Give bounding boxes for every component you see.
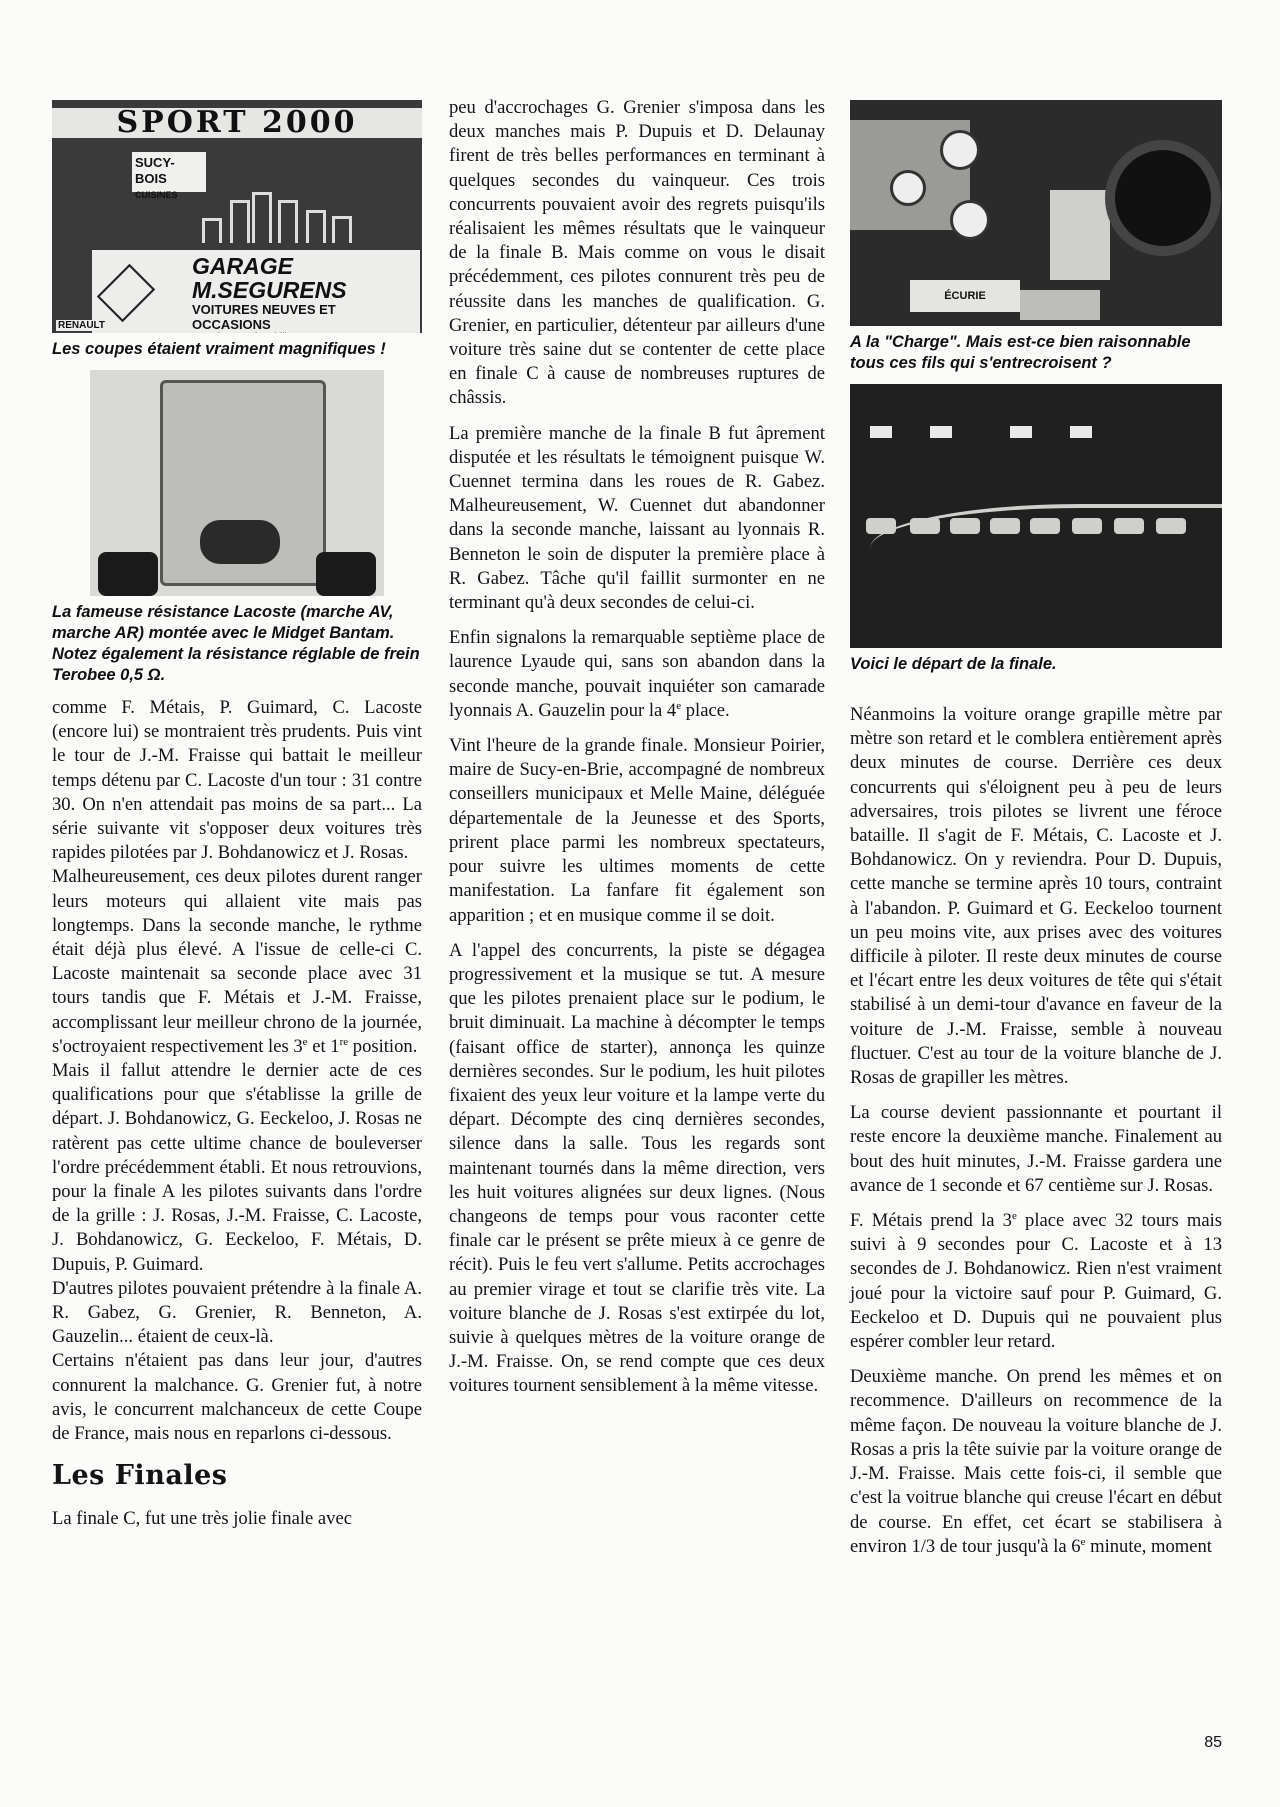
light [870,426,892,438]
light [1010,426,1032,438]
charger-box [1020,290,1100,320]
trophy [230,200,250,243]
paragraph: La finale C, fut une très jolie finale avec [52,1508,352,1530]
rc-car [910,518,940,534]
motor [200,520,280,564]
paragraph: D'autres pilotes pouvaient prétendre à la finale A. R. Gabez, G. Grenier, R. Benneton, A. Gauzelin... étaient de ceux-là. [52,1277,422,1348]
photo-chargers [850,100,1222,326]
trophy [278,200,298,243]
rc-car [1114,518,1144,534]
caption-trophies: Les coupes étaient vraiment magnifiques ! [52,340,386,358]
caption-race-start: Voici le départ de la finale. [850,655,1057,673]
paragraph: peu d'accrochages G. Grenier s'imposa dans les deux manches mais P. Dupuis et D. Delaunay firent de très belles performances en terminant à quelques secondes du vainqueur. Ces trois concurrents pouvaient avoir des regrets puisqu'ils réalisaient les mêmes résultats que le vainqueur de la finale B. Mais comme on vous le disait précédemment, ces pilotes connurent très peu de réussite dans les manches de qualification. G. Grenier, en particulier, détenteur par ailleurs d'une voiture très saine dut se contenter de cette place en finale C à cause de nombreuses ruptures de châssis. [449,97,825,409]
wheel [98,552,158,596]
rc-car [990,518,1020,534]
photo-race-start [850,384,1222,648]
clock-icon [940,130,980,170]
paragraph: La course devient passionnante et pourtant il reste encore la deuxième manche. Finalement au bout des huit minutes, J.-M. Fraisse gardera une avance de 1 seconde et 67 centième sur J. Rosas. [850,1102,1222,1196]
photo-car-chassis [90,370,384,596]
renault-label: RENAULT [58,320,106,331]
rc-car [1072,518,1102,534]
column-middle [449,96,825,1410]
paragraph: Enfin signalons la remarquable septième place de laurence Lyaude qui, sans son abandon dans la seconde manche, pouvait inquiéter son camarade lyonnais A. Gauzelin pour la 4e place. [449,627,825,721]
paragraph: Néanmoins la voiture orange grapille mètre par mètre son retard et le comblera entièrement après deux minutes de course. Derrière ces deux concurrents qui s'éloignent peu à peu de leurs adversaires, trois pilotes se livrent une féroce bataille. Il s'agit de F. Métais, C. Lacoste et J. Bohdanowicz. On y reviendra. Pour D. Dupuis, cette manche se termine après 10 tours, contraint à l'abandon. P. Guimard et G. Eeckeloo tournent un peu moins vite, aux prises avec des voitures difficile à piloter. Il reste deux minutes de course et l'écart entre les deux voitures de tête qui s'était stabilisé à un demi-tour d'avance en faveur de la voiture de J.-M. Fraisse, semble à nouveau fluctuer. C'est au tour de la voiture blanche de J. Rosas de grapiller les mètres. [850,704,1222,1089]
paragraph: Deuxième manche. On prend les mêmes et on recommence. D'ailleurs on recommence de la même façon. De nouveau la voiture blanche de J. Rosas a pris la tête suivie par la voiture orange de J.-M. Fraisse. Mais cette fois-ci, il semble que c'est la voitrue blanche qui creuse l'écart en début de course. En effet, cet écart se stabilisera à environ 1/3 de tour jusqu'à la 6e minute, moment [850,1366,1222,1557]
paragraph: F. Métais prend la 3e place avec 32 tours mais suivi à 9 secondes pour C. Lacoste et à 13 secondes de J. Bohdanowicz. Rien n'est vraiment joué pour la victoire sauf pour P. Guimard, G. Eeckeloo et D. Dupuis qui ne pouvaient plus espérer combler leur retard. [850,1209,1222,1353]
paragraph: Vint l'heure de la grande finale. Monsieur Poirier, maire de Sucy-en-Brie, accompagné de nombreux conseillers municipaux et Melle Maine, déléguée départementale de la Jeunesse et des Sports, prirent place parmi les nombreux spectateurs, pour suivre les ultimes moments de cette manifestation. La fanfare fit également son apparition ; et en musique comme il se doit. [449,735,825,926]
trophy [332,216,352,243]
trophy [252,192,272,243]
track-edge [870,504,1222,578]
banner-sport-2000: SPORT 2000 [52,108,422,138]
section-heading: Les Finales [52,1460,228,1492]
trophy [202,218,222,243]
clock-icon [950,200,990,240]
rc-car [1156,518,1186,534]
caption-chargers: A la "Charge". Mais est-ce bien raisonnable tous ces fils qui s'entrecroisent ? [850,333,1191,372]
paragraph: comme F. Métais, P. Guimard, C. Lacoste (encore lui) se montraient très prudents. Puis vint le tour de J.-M. Fraisse qui battait le meilleur temps détenu par C. Lacoste d'un tour : 31 contre 30. On n'en attendait pas moins de sa part... La série suivante vit s'opposer deux voitures très rapides pilotées par J. Bohdanowicz et J. Rosas. [52,697,422,864]
photo-trophies [52,100,422,333]
paragraph: Mais il fallut attendre le dernier acte de ces qualifications pour que s'établisse la grille de départ. J. Bohdanowicz, G. Eeckeloo, J. Rosas ne ratèrent pas cette ultime chance de bouleverser l'ordre précédemment établi. Et nous retrouvions, pour la finale A les pilotes suivants dans l'ordre de la grille : J. Rosas, J.-M. Fraisse, C. Lacoste, J. Bohdanowicz, G. Eeckeloo, F. Métais, D. Dupuis, P. Guimard. [52,1060,422,1275]
column-right [850,100,1222,1570]
column-left [52,100,422,1543]
paragraph: Certains n'étaient pas dans leur jour, d'autres connurent la malchance. G. Grenier fut, à notre avis, le concurrent malchanceux de cette Coupe de France, mais nous en reparlons ci-dessous. [52,1350,422,1445]
clock-icon [890,170,926,206]
sign-garage: GARAGE M.SEGURENS VOITURES NEUVES ET OCCASIONS [92,250,420,333]
charger-box [1050,190,1110,280]
caption-car: La fameuse résistance Lacoste (marche AV, marche AR) montée avec le Midget Bantam. Notez également la résistance réglable de frein Terobee 0,5 Ω. [52,603,420,684]
rc-car [950,518,980,534]
rc-car [866,518,896,534]
page-number: 85 [1204,1734,1222,1751]
sign-sucy-bois: SUCY-BOIS CUISINES [132,152,206,192]
trophy [306,210,326,243]
light [930,426,952,438]
cable-reel [1105,140,1221,256]
wheel [316,552,376,596]
ecurie-label: ÉCURIE [910,280,1020,312]
paragraph: A l'appel des concurrents, la piste se dégagea progressivement et la musique se tut. A mesure que les pilotes prenaient place sur le podium, le bruit diminuait. La machine à décompter le temps (faisant office de starter), annonça les quinze dernières secondes. Sur le podium, les huit pilotes fixaient des yeux leur voiture et la lampe verte du départ. Décompte des cinq dernières secondes, silence dans la salle. Tous les regards sont maintenant tournés dans la même direction, vers les huit voitures alignées sur deux lignes. (Nous changeons de temps pour vous raconter cette finale car le présent se prête mieux à ce genre de récit). Puis le feu vert s'allume. Petits accrochages au premier virage et tout se clarifie très vite. La voiture blanche de J. Rosas s'est extirpée du lot, suivie à quelques mètres de la voiture orange de J.-M. Fraisse. On, se rend compte que ces deux voitures tournent sensiblement à la même vitesse. [449,939,825,1397]
paragraph: Malheureusement, ces deux pilotes durent ranger leurs moteurs qui allaient vite mais pas longtemps. Dans la seconde manche, le rythme était déjà plus élevé. A l'issue de celle-ci C. Lacoste maintenait sa seconde place avec 31 tours tandis que F. Métais et J.-M. Fraisse, accomplissant leur meilleur chrono de la journée, s'octroyaient respectivement les 3e et 1re position. [52,866,422,1057]
rc-car [1030,518,1060,534]
paragraph: La première manche de la finale B fut âprement disputée et les résultats le témoignent puisque W. Cuennet termina dans les roues de R. Gabez. Malheureusement, W. Cuennet dut abandonner dans la seconde manche, laissant au lyonnais R. Benneton le soin de disputer la première place à R. Gabez. Tâche qu'il faillit surmonter en ne terminant qu'à deux secondes de celui-ci. [449,422,825,614]
light [1070,426,1092,438]
